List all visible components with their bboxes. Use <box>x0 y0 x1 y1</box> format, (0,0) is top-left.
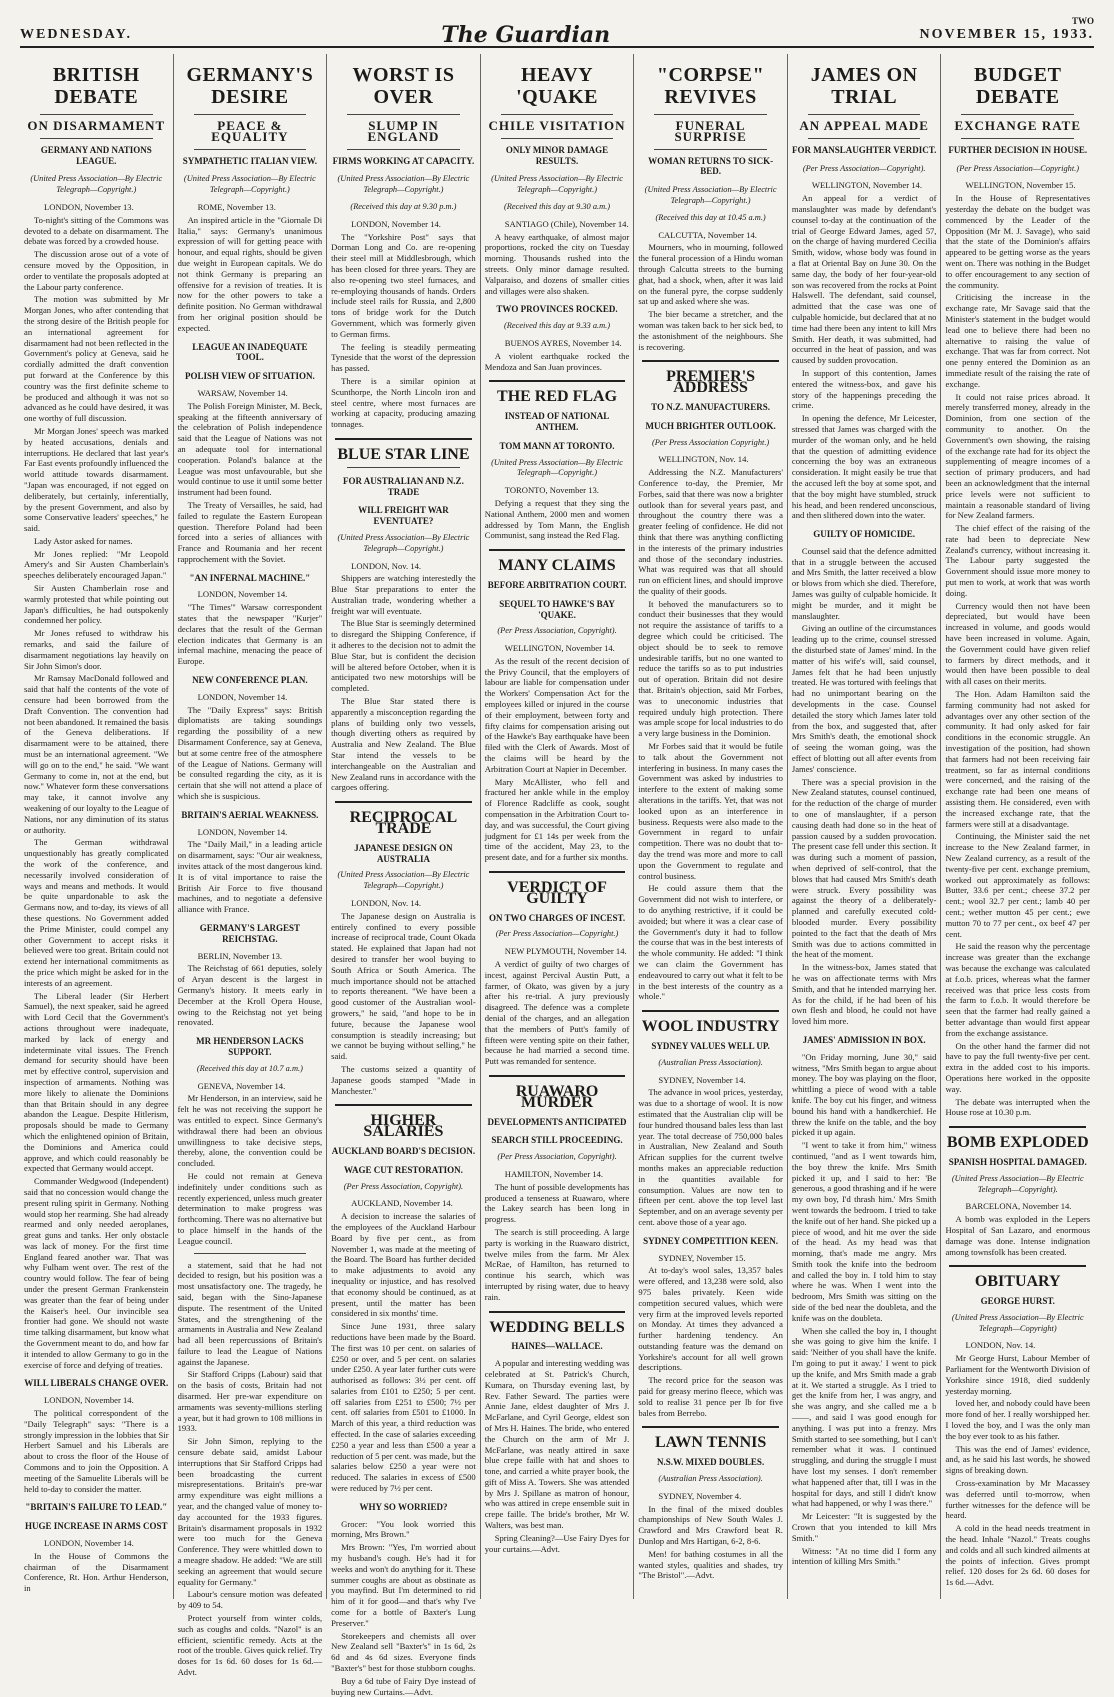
paragraph: The motion was submitted by Mr Morgan Jones, who after contending that the strong desire of the British people for an international agreement for disarmament had not been reflected in the Government's policy at Geneva, said he cordially admitted the draft convention put forward at the Conference by this country was the first definite scheme to be produced and although it was not so advanced as he could have desired, it was one worthy of full discussion. <box>24 294 169 424</box>
subheadline: EXCHANGE RATE <box>954 118 1082 133</box>
divider <box>642 360 779 362</box>
section-subhead: BRITAIN'S AERIAL WEAKNESS. <box>181 809 319 820</box>
dateline: LONDON, Nov. 14. <box>965 1340 1036 1351</box>
paragraph: A decision to increase the salaries of the employees of the Auckland Harbour Board by five per cent., as from November 1, was made at the meeting of the Board. The Board has further decided to make adjustments to avoid any inequality or injustice, and has resolved that economy should be continued, as at present, until the matter has been considered in six months' time. <box>331 1211 476 1319</box>
paragraph: Giving an outline of the circumstances leading up to the crime, counsel stressed the disturbed state of James' mind. In the matter of his wife's will, said counsel, James felt that he had been unjustly treated. He was tortured with feelings that had no unimportant bearing on the developments in the case. Counsel detailed the story which James later told from the box, and suggested that, after Mrs Smith's death, the emotional shock of seeing the woman going, was the effect of blotting out all after events from James' conscience. <box>791 623 937 774</box>
credit-line: (Per Press Association—Copyright). <box>802 163 926 173</box>
paragraph: Criticising the increase in the exchange rate, Mr Savage said that the Minister's statement in the budget would lead one to believe there had been no alternative to raising the value of exchange. That was far from correct. Not one penny entered the Dominion as an immediate result of the raising the rate of exchange. <box>945 292 1091 389</box>
body-text <box>331 911 476 1097</box>
deck: ONLY MINOR DAMAGE RESULTS. <box>505 144 609 166</box>
advertisement: Buy a 6d tube of Fairy Dye instead of buying new Curtains.—Advt. <box>331 1675 476 1697</box>
headline: JAMES ON TRIAL <box>810 64 918 108</box>
dateline: LONDON, November 13. <box>44 201 134 212</box>
section-subhead: SEARCH STILL PROCEEDING. <box>491 1135 623 1146</box>
credit-line: (Received this day at 9.30 a.m.) <box>503 201 611 211</box>
divider <box>489 1075 626 1077</box>
credit-line: (Australian Press Association). <box>658 1057 763 1067</box>
paragraph: a statement, said that he had not decided to resign, but his position was a most unsatisfactory one. The tragedy, he said, began with the Sino-Japanese dispute. The resentment of the United States, and the strengthening of the armaments in Australia and New Zealand had all been repercussions of Britain's failure to lead the League of Nations against the Japanese. <box>177 1259 323 1367</box>
paragraph: Mr Ramsay MacDonald followed and said that half the contents of the vote of censure had been borrowed from the Draft Convention. The convention had not been abandoned. It remained the basis of the Geneva deliberations. If disarmament were to be attained, there must be an international agreement. "We will go on to the end," he said. "We want Germany to come in, not at the end, but now." Whatever form these conversations may take, it cannot involve any weakening of our loyalty to the League of Nations, nor any diminution of its status or authority. <box>24 673 169 835</box>
paragraph: The bier became a stretcher, and the woman was taken back to her sick bed, to the astonishment of the neighbours. She is recovering. <box>638 309 783 352</box>
section-subhead: TWO PROVINCES ROCKED. <box>496 304 618 315</box>
paragraph: To-night's sitting of the Commons was devoted to a debate on disarmament. The debate was forced by a crowded house. <box>24 214 169 247</box>
section-subhead: BEFORE ARBITRATION COURT. <box>487 579 627 590</box>
section-subhead: SEQUEL TO HAWKE'S BAY 'QUAKE. <box>499 598 615 620</box>
dateline: LONDON, November 14. <box>44 1538 134 1549</box>
body-text <box>485 351 630 373</box>
article-columns <box>20 54 1094 1697</box>
section-subhead: WILL LIBERALS CHANGE OVER. <box>24 1378 169 1389</box>
body-text <box>178 602 323 667</box>
paragraph: The Blue Star is seemingly determined to disregard the Shipping Conference, if it adheres to the decision not to admit the Blue Star, but is confident the decision will be altered before October, when it is anticipated two new motorships will be completed. <box>331 618 476 694</box>
body-text <box>485 959 630 1067</box>
credit-line: (Received this day at 9.33 a.m.) <box>503 321 611 331</box>
section-subhead: SPANISH HOSPITAL DAMAGED. <box>948 1156 1087 1167</box>
body-text <box>178 839 323 915</box>
paragraph: It could not raise prices abroad. It merely transferred money, already in the Dominion, from one section of the community to another. On the Government's own showing, the raising of the exchange rate had for its object the supplementing of meagre incomes of a section of primary producers, and had been an acknowledgment that the internal price levels were not sufficient to maintain a reasonable standard of living for New Zealand farmers. <box>945 391 1091 521</box>
dateline: SANTIAGO (Chile), November 14. <box>504 218 629 229</box>
body-text <box>792 193 937 521</box>
credit-line: (Received this day at 10.45 a.m.) <box>655 212 766 222</box>
dateline: LONDON, Nov. 14. <box>351 560 422 571</box>
subheadline: CHILE VISITATION <box>488 118 626 133</box>
subheadline: ON DISARMAMENT <box>27 118 166 133</box>
dateline: LONDON, November 14. <box>197 691 288 702</box>
paragraph: The German withdrawal unquestionably has greatly complicated the work of the conference, and necessarily involved consideration of ways and means and methods. It would be quite unpardonable to ask the Germans now, and to-day, its views of all these questions. No Government added the Prime Minister, could compel any other Government to accept risks it believed were too great. Britain could not extend her international commitments as the price which might be asked for in the interests of an agreement. <box>24 837 169 988</box>
body-text <box>792 546 937 1027</box>
headline: BLUE STAR LINE <box>337 445 470 463</box>
body-text <box>485 232 630 297</box>
credit-line: (United Press Association—By Electric Telegraph—Copyright.) <box>337 532 470 553</box>
subheadline: FUNERAL SURPRISE <box>674 118 747 144</box>
deck: FIRMS WORKING AT CAPACITY. <box>332 155 475 166</box>
divider <box>961 114 1074 115</box>
credit-line: (Received this day at 10.7 a.m.) <box>196 1063 303 1073</box>
paragraph: Sir John Simon, replying to the censure debate said, amidst Labour interruptions that Sir Stafford Cripps had been broadcasting the current misrepresentations. Britain's pre-war army expenditure was eight millions a year, and the changed value of money to-day accounted for the 1933 figures. Britain's disarmament proposals in 1932 were too much for the Geneva Conference. They were whittled down to a meagre shadow. He added: "We are still seeking an agreement that would secure equality for Germany." <box>177 1436 323 1587</box>
paragraph: Cross-examination by Mr Macassey was deferred until to-morrow, when further witnesses for the defence will be heard. <box>945 1478 1091 1521</box>
paragraph: On the other hand the farmer did not have to pay the full twenty-five per cent. extra in the added cost to his imports. Operations here worked in the opposite way. <box>945 1040 1091 1094</box>
paragraph: The Polish Foreign Minister, M. Beck, speaking at the fifteenth anniversary of the celebration of Polish independence said that the League of Nations was not an adequate tool for international cooperation. Poland's balance at the League was most unfavourable, but she would continue to use it until some better instrument had been found. <box>177 400 323 498</box>
dateline: SYDNEY, November 14. <box>658 1074 746 1085</box>
credit-line: (United Press Association—By Electric Telegraph—Copyright) <box>951 1312 1084 1333</box>
dateline: SYDNEY, November 4. <box>658 1490 742 1501</box>
divider <box>808 114 921 115</box>
dateline: CALCUTTA, November 14. <box>658 229 757 240</box>
paragraph: A verdict of guilty of two charges of incest, against Percival Austin Putt, a farmer, of Okato, was given by a jury after his re-trial. A jury previously disagreed. The defence was a complete denial of the charges, and an allegation that the members of Putt's family of fifteen were venting spite on their father, because he had married a second time. Putt was remanded for sentence. <box>484 959 630 1067</box>
section-subhead: N.S.W. MIXED DOUBLES. <box>657 1457 765 1468</box>
headline: WOOL INDUSTRY <box>641 1018 780 1036</box>
body-text <box>178 1260 323 1612</box>
headline: PREMIER'S ADDRESS <box>666 368 756 397</box>
deck: SYMPATHETIC ITALIAN VIEW. <box>182 155 317 166</box>
masthead-date: NOVEMBER 15, 1933. <box>919 27 1094 42</box>
body-text <box>331 573 476 793</box>
paragraph: The Blue Star stated there is apparently a misconception regarding the plans of building only two vessels, though diverting others as required by Australia and New Zealand. The Blue Star intend the vessels to be interchangeable on the Australian and New Zealand runs in accordance with the cargoes offering. <box>331 696 476 793</box>
headline: WEDDING BELLS <box>489 1318 625 1336</box>
paragraph: Addressing the N.Z. Manufacturers' Conference to-day, the Premier, Mr Forbes, said that there was now a brighter outlook than for several years past, and throughout the country there was a greater feeling of confidence. He did not think that there was anything conflicting in the interests of the primary industries and those of the secondary industries. What was required was that all should run on efficient lines, and should improve the quality of their goods. <box>638 467 783 596</box>
paragraph: Counsel said that the defence admitted that in a struggle between the accused and Mrs Smith, the latter received a blow or blows from which she died. Therefore, James was guilty of culpable homicide. It might be murder, and it might be manslaughter. <box>791 545 937 621</box>
credit-line: (United Press Association—By Electric Telegraph—Copyright.) <box>491 174 623 195</box>
body-text <box>331 232 476 430</box>
section-subhead: POLISH VIEW OF SITUATION. <box>185 371 315 382</box>
section-subhead: WHY SO WORRIED? <box>359 1501 448 1512</box>
advertisement: Men! for bathing costumes in all the wanted styles, qualities and shades, try "The Bristol".—Advt. <box>638 1548 783 1581</box>
paragraph: Lady Astor asked for names. <box>34 535 133 546</box>
paragraph: In opening the defence, Mr Leicester, stressed that James was charged with the murder of the woman only, and he held that the question of admitting evidence concerning the boy was an extraneous consideration. It might easily be true that the accused left the boy at some spot, and that the boy might have stumbled, struck his head, and been rendered unconscious, and then slithered down into the water. <box>791 413 937 521</box>
subheadline: SLUMP IN ENGLAND <box>367 118 440 144</box>
section-subhead: HAINES—WALLACE. <box>511 1341 603 1352</box>
divider <box>194 149 307 150</box>
paragraph: The debate was interrupted when the House rose at 10.30 p.m. <box>945 1096 1091 1118</box>
headline: WORST IS OVER <box>352 64 455 108</box>
divider <box>194 1253 307 1254</box>
paragraph: He could assure them that the Government did not wish to interfere, or to do anything restrictive, if it could be avoided; but where it was a clear case of the Government's duty it had to follow the course that was in the best interests of the whole community. He added: "I think we can claim the Government has endeavoured to carry out what it felt to be in the best interests of the country as a whole." <box>638 883 783 1002</box>
divider <box>347 467 460 468</box>
credit-line: (United Press Association—By Electric Telegraph—Copyright.) <box>337 870 470 891</box>
masthead-day: WEDNESDAY. <box>20 27 132 42</box>
paragraph: Since June 1931, three salary reductions have been made by the Board. The first was 10 per cent. on salaries of £250 or over, and 5 per cent. on salaries under £250. A year later further cuts were authorised as follows: 3½ per cent. off salaries from £101 to £250; 5 per cent. off salaries from £251 to £500; 7½ per cent. off salaries from £501 to £1000. In March of this year, a third reduction was effected. In the case of salaries exceeding £250 a year and less than £500 a year a reduction of 5 per cent. was made, but the salaries below £250 a year were not reduced. The salaries in excess of £500 were reduced by 7½ per cent. <box>331 1321 476 1494</box>
dateline: AUCKLAND, November 14. <box>351 1198 453 1209</box>
paragraph: Currency would then not have been depreciated, but would have been increased in volume, and goods would have been increased in volume. Again, the Government could have given relief to farmers by direct methods, and it would then have been possible to deal with all cases on their merits. <box>945 600 1091 687</box>
paragraph: The "Yorkshire Post" says that Dorman Long and Co. are re-opening their steel mill at Middlesbrough, which has been closed for three years. They are also re-opening two steel furnaces, and re-employing thousands of hands. Orders include steel rails for Russia, and 2,800 tons of bridge work for the Dutch Government, which was formerly given to German firms. <box>331 231 476 339</box>
deck: FOR MANSLAUGHTER VERDICT. <box>791 144 937 155</box>
divider <box>335 801 472 803</box>
subheadline: AN APPEAL MADE <box>799 118 929 133</box>
section-subhead: MUCH BRIGHTER OUTLOOK. <box>645 420 776 431</box>
divider <box>808 138 921 139</box>
section-subhead: NEW CONFERENCE PLAN. <box>192 675 308 686</box>
divider <box>335 1104 472 1106</box>
section-subhead: LEAGUE AN INADEQUATE TOOL. <box>192 341 308 363</box>
headline: BUDGET DEBATE <box>974 64 1062 108</box>
paragraph: A popular and interesting wedding was celebrated at St. Patrick's Church, Kumara, on Thursday evening last, by Rev. Father Seward. The parties were Annie Jane, eldest daughter of Mrs J. McFarlane, and Cyril George, eldest son of Mrs H. Haines. The bride, who entered the Church on the arm of Mr J. McFarlane, was neatly attired in saxe blue crepe faille with hat and shoes to tone, and carried a white prayer book, the gift of Miss A. Towers. She was attended by Mrs J. Spillane as matron of honour, who was attired in crepe ensemble suit in crepe faille. The bride's brother, Mr W. Walters, was best man. <box>484 1358 630 1531</box>
dateline: GENEVA, November 14. <box>197 1080 286 1091</box>
credit-line: (United Press Association—By Electric Telegraph—Copyright.) <box>183 174 316 195</box>
paragraph: Labour's censure motion was defeated by 409 to 54. <box>177 1589 323 1611</box>
paragraph: loved her, and nobody could have been more fond of her. I really worshipped her. I loved the boy, and I was the only man the boy ever took to as his father. <box>945 1398 1091 1441</box>
paragraph: In the witness-box, James stated that he was on affectionate terms with Mrs Smith, and that he intended marrying her. As for the child, if he had been of his own flesh and blood, he could not have loved him more. <box>791 962 937 1027</box>
paragraph: Shippers are watching interestedly the Blue Star preparations to enter the Australian trade, wondering whether a freight war will eventuate. <box>331 573 476 616</box>
body-text <box>638 1504 783 1547</box>
paragraph: This was the end of James' evidence, and, as he said his last words, he showed signs of breaking down. <box>945 1443 1091 1476</box>
body-text <box>638 1087 783 1227</box>
section-subhead: JAPANESE DESIGN ON AUSTRALIA <box>354 842 453 864</box>
body-text <box>638 467 783 1002</box>
body-text <box>24 1551 169 1594</box>
paragraph: Mr Leicester: "It is suggested by the Crown that you intended to kill Mrs Smith." <box>791 1511 937 1543</box>
body-text <box>485 498 630 541</box>
paragraph: When she called the boy in, I thought she was going to give him the knife. I said: 'Neither of you shall have the knife. I'm going to put it away.' I went to pick up the knife, and Mrs Smith made a grab at it. We started a struggle. As I tried to get the knife from her, I was angry, and she was angry, and she called me a b——, and said I was good enough for anything. I was put into a frenzy. Mrs Smith started to see something, but I can't remember what it was. I continued struggling, and during the struggle I must have lost my senses. I don't remember what happened after that, till I was in the hospital for days, and still I didn't know what had happened, or why I was there." <box>791 1325 937 1509</box>
body-text <box>178 963 323 1028</box>
column-heavy-quake <box>481 54 635 1599</box>
paragraph: There is a similar opinion at Scunthorpe, the North Lincoln iron and steel centre, where most furnaces are working at capacity, producing amazing tonnages. <box>331 375 476 430</box>
section-subhead: "AN INFERNAL MACHINE." <box>189 572 311 583</box>
divider <box>642 1010 779 1012</box>
advertisement: Spring Cleaning?—Use Fairy Dyes for your curtains.—Advt. <box>484 1532 630 1554</box>
paragraph: Continuing, the Minister said the net increase to the New Zealand farmer, in New Zealand currency, as a result of the twenty-five per cent. exchange premium, worked out approximately as follows: Butter, 33.6 per cent.; cheese 37.2 per cent.; wool 32.7 per cent.; lamb 40 per cent.; wether mutton 45 per cent.; ewe mutton 70 to 77 per cent., ox beef 47 per cent. <box>945 831 1091 939</box>
paragraph: Grocer: "You look worried this morning, Mrs Brown." <box>331 1518 476 1540</box>
divider <box>489 549 626 551</box>
section-subhead: SYDNEY COMPETITION KEEN. <box>643 1235 779 1246</box>
paragraph: Mr George Hurst, Labour Member of Parliament for the Wentworth Division of Yorkshire since 1918, died suddenly yesterday morning. <box>945 1353 1091 1396</box>
headline: RECIPROCAL TRADE <box>349 809 458 838</box>
body-text <box>485 1182 630 1303</box>
credit-line: (Per Press Association—Copyright.) <box>956 163 1080 173</box>
section-subhead: INSTEAD OF NATIONAL ANTHEM. <box>504 411 610 432</box>
paragraph: The customs seized a quantity of Japanese goods stamped "Made in Manchester." <box>331 1063 476 1096</box>
section-subhead: MR HENDERSON LACKS SUPPORT. <box>196 1036 304 1057</box>
paragraph: A violent earthquake rocked the Mendoza and San Juan provinces. <box>484 350 630 372</box>
column-budget-debate <box>941 54 1094 1599</box>
section-subhead: ON TWO CHARGES OF INCEST. <box>488 912 626 923</box>
dateline: LONDON, November 14. <box>351 218 441 229</box>
paragraph: The Reichstag of 661 deputies, solely of Aryan descent is the largest in Germany's history. It meets early in December at the Kroll Opera House, owing to the Reichstag not yet being renovated. <box>177 963 323 1028</box>
dateline: LONDON, Nov. 14. <box>351 898 422 909</box>
headline: VERDICT OF GUILTY <box>507 879 607 907</box>
paragraph: In the House of Commons the chairman of the Disarmament Conference, Rt. Hon. Arthur Henderson, in <box>24 1550 169 1594</box>
divider <box>194 114 307 115</box>
paragraph: As the result of the recent decision of the Privy Council, that the employers of labour are liable for compensation under the Workers' Compensation Act for the employees killed or injured in the course of their employment, between forty and fifty claims for compensation arising out of the Hawke's Bay earthquake have been filed with the Clerk of Awards. Most of the claims will be heard by the Arbitration Court at Napier in December. <box>484 655 630 774</box>
paragraph: Storekeepers and chemists all over New Zealand sell "Baxter's" in 1s 6d, 2s 6d and 4s 6d sizes. Everyone finds "Baxter's" best for those stubborn coughs. <box>331 1630 476 1674</box>
body-text <box>485 656 630 863</box>
paragraph: The search is still proceeding. A large party is working in the Ruawaro district, twelve miles from the farm. Mr Alex McRae, of Hamilton, has returned to continue his search, which was interrupted by rising water, due to heavy rain. <box>484 1226 630 1302</box>
paragraph: The Japanese design on Australia is entirely confined to every possible increase of reciprocal trade, Count Okada stated. He explained that Japan had not desired to transfer her wool buying to South Africa or South America. The much importance should not be attached to reports thereanent. "We have been a good customer of the Australian wool-growers," he said, "and hope to be in future, because the Japanese wool consumption is steadily increasing; but we cannot be buying without selling," he said. <box>331 910 476 1062</box>
headline: THE RED FLAG <box>497 388 618 406</box>
section-subhead: SYDNEY VALUES WELL UP. <box>651 1040 770 1051</box>
dateline: LONDON, November 14. <box>197 589 288 600</box>
paragraph: The hunt of possible developments has produced a tenseness at Ruawaro, where the Lakey search has been long in progress. <box>484 1181 630 1225</box>
dateline: TORONTO, November 13. <box>504 485 599 496</box>
headline: HEAVY 'QUAKE <box>516 64 598 108</box>
dateline: NEW PLYMOUTH, November 14. <box>504 946 627 957</box>
paragraph: "On Friday morning, June 30," said witness, "Mrs Smith began to argue about money. The boy was playing on the floor, whittling a piece of wood with a table knife. The boy cut his finger, and witness bound his hand with a handkerchief. He threw the knife on the table, and the boy picked it up again. <box>791 1051 937 1138</box>
section-subhead: TO N.Z. MANUFACTURERS. <box>651 401 771 412</box>
headline: BOMB EXPLODED <box>946 1134 1089 1152</box>
column-james-on-trial <box>788 54 942 1599</box>
masthead-page-number: TWO <box>1071 16 1094 26</box>
dateline: WELLINGTON, November 14. <box>504 643 615 654</box>
dateline: WELLINGTON, Nov. 14. <box>658 454 749 465</box>
dateline: BERLIN, November 13. <box>197 950 283 961</box>
dateline: HAMILTON, November 14. <box>504 1168 604 1179</box>
credit-line: (United Press Association—By Electric Telegraph—Copyright.) <box>644 185 777 205</box>
headline: GERMANY'S DESIRE <box>186 64 314 108</box>
column-corpse-revives <box>634 54 788 1599</box>
paragraph: In support of this contention, James entered the witness-box, and gave his story of the happenings preceding the crime. <box>791 367 937 411</box>
paragraph: The feeling is steadily permeating Tyneside that the worst of the depression has passed. <box>331 341 476 374</box>
body-text <box>638 1265 783 1418</box>
divider <box>335 438 472 440</box>
dateline: LONDON, November 14. <box>44 1395 134 1406</box>
dateline: ROME, November 13. <box>197 201 276 212</box>
credit-line: (Per Press Association—Copyright.) <box>495 929 619 939</box>
divider <box>654 149 767 150</box>
paragraph: The "Daily Mail," in a leading article on disarmament, says: "Our air weakness, invites attack of the most dangerous kind. It is of vital importance to raise the British Air Force to five thousand machines, and to negotiate a defensive alliance with France. <box>177 839 323 915</box>
headline: "CORPSE" REVIVES <box>656 64 765 108</box>
body-text <box>331 1211 476 1494</box>
column-worst-is-over <box>327 54 481 1697</box>
paragraph: He said the reason why the percentage increase was greater than the exchange was because the exchange was calculated at f.o.b. prices, whereas what the farmer received was that price less costs from the farm to f.o.b. It would therefore be seen that the farmer had really gained a better advantage than would first appear from the exchange assistance. <box>945 941 1091 1038</box>
paragraph: "I went to take it from him," witness continued, "and as I went towards him, the boy threw the knife. Mrs Smith picked it up, and I said to her: 'Be generous, a good thrashing and if he were my own boy, I'd thrash him.' Mrs Smith went towards the bedroom. I tried to take the knife out of her hand. She picked up a piece of wood, and hit me over the side of the head. As my head was that morning, that's made me angry. Mrs Smith took the knife into the bedroom and called the boy in. I told him to stay where he was. When I went into the bedroom, Mrs Smith was sitting on the side of the bed near the doubleta, and the knife was on the doubleta. <box>791 1140 937 1323</box>
divider <box>347 114 460 115</box>
credit-line: (United Press Association—By Electric Telegraph—Copyright.) <box>491 457 623 478</box>
paragraph: It behoved the manufacturers so to conduct their businesses that they would not require the assistance of tariffs to a degree which could be criticised. The object should be to seek to remove undesirable tariffs, but no one wanted to reduce the tariffs so as to put industries out of operation. Britain did not desire that. Britain's objection, said Mr Forbes, was to uneconomic industries that required unduly high protection. There was ample scope for local industries to do a very large business in the Dominion. <box>638 598 783 739</box>
body-text <box>331 1519 476 1674</box>
divider <box>501 138 614 139</box>
dateline: WELLINGTON, November 14. <box>811 180 922 191</box>
body-text <box>24 1408 169 1494</box>
body-text <box>178 401 323 565</box>
headline: HIGHER SALARIES <box>363 1112 444 1141</box>
paragraph: Witness: "At no time did I form any intention of killing Mrs Smith." <box>791 1545 937 1567</box>
divider <box>347 149 460 150</box>
deck: FURTHER DECISION IN HOUSE. <box>948 144 1088 155</box>
section-subhead: WAGE CUT RESTORATION. <box>344 1164 463 1175</box>
paragraph: A bomb was exploded in the Lepers Hospital of San Lazaro, and enormous damage was done. Intense indignation among townsfolk has been created. <box>945 1214 1091 1257</box>
divider <box>961 138 1074 139</box>
paragraph: Mr Jones replied: "Mr Leopold Amery's and Sir Austen Chamberlain's speeches deliberately encouraged Japan." <box>24 548 169 581</box>
paragraph: In the House of Representatives yesterday the debate on the budget was commenced by the Leader of the Opposition (Mr M. J. Savage), who said that the state of the Dominion's affairs appeared to be getting worse as the years went on. There was nothing in the Budget to offer encouragement to any section of the community. <box>945 193 1091 290</box>
paragraph: The record price for the season was paid for greasy merino fleece, which was sold to realise 31 pence per lb for five bales from Berrebo. <box>638 1375 783 1418</box>
dateline: WARSAW, November 14. <box>197 387 288 398</box>
divider <box>949 1265 1086 1267</box>
divider <box>654 114 767 115</box>
paragraph: At to-day's wool sales, 13,357 bales were offered, and 13,238 were sold, also 975 bales privately. Keen wide competition secured values, which were very firm at the improved levels reported on Monday. At times they advanced a further hardening tendency. An outstanding feature was the demand on Yorkshire's account for all well grown descriptions. <box>638 1265 783 1373</box>
paragraph: He could not remain at Geneva indefinitely under conditions such as recently experienced, unless much greater determination to make progress was forthcoming. There was no alternative but to place himself in the hands of the League council. <box>177 1170 323 1246</box>
divider <box>40 138 153 139</box>
headline: RUAWARO MURDER <box>515 1082 599 1111</box>
paragraph: The Hon. Adam Hamilton said the farming community had not asked for advantages over any other section of the community. It had only asked for fair conditions in the economic struggle. An investigation of the position, had shown that farmers had not been receiving fair treatment, so far as internal conditions were concerned, and the raising of the exchange rate had been one means of assisting them. He considered, even with the increased exchange rate, that the farmers were still at a disadvantage. <box>945 689 1091 829</box>
credit-line: (Australian Press Association). <box>658 1474 763 1484</box>
masthead-title: The Guardian <box>441 22 611 48</box>
column-british-debate <box>20 54 174 1599</box>
headline: LAWN TENNIS <box>654 1434 767 1452</box>
body-text <box>945 193 1090 1118</box>
credit-line: (Per Press Association, Copyright). <box>497 1152 617 1162</box>
deck: WOMAN RETURNS TO SICK-BED. <box>648 155 774 177</box>
divider <box>949 1126 1086 1128</box>
body-text <box>638 242 783 352</box>
credit-line: (Per Press Association, Copyright). <box>343 1181 464 1191</box>
section-subhead: AUCKLAND BOARD'S DECISION. <box>331 1145 476 1156</box>
paragraph: An appeal for a verdict of manslaughter was made by defendant's counsel to-day at the continuation of the trial of George Edward James, aged 57, on the charge of having murdered Cecilia Smith, widow, whose body was found in a flat at Oriental Bay on June 30. On the same day, the body of her four-year-old son was recovered from the rocks at Point Halswell. The defendant, said counsel, admitted that the case was one of culpable homicide, but declared that at no time had there been any intent to kill Mrs Smith. Her death, it was submitted, had occurred in the heat of passion, and was caused by sudden provocation. <box>791 193 937 366</box>
divider <box>40 114 153 115</box>
section-subhead: GERMANY'S LARGEST REICHSTAG. <box>199 923 300 944</box>
section-subhead: TOM MANN AT TORONTO. <box>499 440 615 451</box>
paragraph: Defying a request that they sing the National Anthem, 2000 men and women addressed by Tom Mann, the English Communist, sang instead the Red Flag. <box>484 497 630 541</box>
body-text <box>178 215 323 334</box>
subheadline: PEACE & EQUALITY <box>211 118 289 144</box>
paragraph: In the final of the mixed doubles championships of New South Wales J. Crawford and Mrs Crawford beat R. Dunlop and Mrs Hartigan, 6-2, 8-6. <box>638 1503 783 1547</box>
dateline: LONDON, November 14. <box>197 826 288 837</box>
credit-line: (United Press Association—By Electric Telegraph—Copyright). <box>951 1173 1084 1194</box>
divider <box>642 1426 779 1428</box>
paragraph: Mr Forbes said that it would be futile to talk about the Government not interfering in business. In many cases the Government was asked by industries to interfere to the extent of making some alterations in the tariffs. Yet, that was not looked upon as an interference in business. Requests were also made to the Government in regard to unfair competition. There was no doubt that to-day the trend was more and more to call upon the Government to regulate and control business. <box>638 741 783 881</box>
credit-line: (Per Press Association Copyright.) <box>651 437 770 447</box>
paragraph: The Treaty of Versailles, he said, had failed to regulate the Eastern European question. Therefore Poland had been forced into a series of alliances with France and Roumania and her recent rapprochement with the Soviet. <box>177 499 323 564</box>
paragraph: A heavy earthquake, of almost major proportions, rocked the city on Tuesday morning. Thousands rushed into the streets. Only minor damage resulted. Valparaiso, and dozens of smaller cities and villages were also shaken. <box>484 231 630 296</box>
paragraph: Mr Henderson, in an interview, said he felt he was not receiving the support he was entitled to expect. Since Germany's withdrawal there had been an obvious unwillingness to take decisive steps, thereby, alone, the convention could be concluded. <box>177 1093 323 1169</box>
section-subhead: "BRITAIN'S FAILURE TO LEAD." <box>25 1502 168 1513</box>
credit-line: (United Press Association—By Electric Telegraph—Copyright.) <box>30 174 163 195</box>
headline: OBITUARY <box>974 1273 1061 1291</box>
section-subhead: HUGE INCREASE IN ARMS COST <box>25 1521 168 1532</box>
paragraph: The political correspondent of the "Daily Telegraph" says: "There is a strongly impression in the lobbies that Sir Herbert Samuel and his Liberals are about to cross the floor of the House of Commons and to join the Opposition. A meeting of the Samuelite Liberals will be held to-day to consider the matter. <box>24 1408 169 1494</box>
dateline: WELLINGTON, November 15. <box>965 180 1076 191</box>
paragraph: Sir Stafford Cripps (Labour) said that on the basis of costs, Britain had not disarmed. Her pre-war expenditure on armaments was seventy-millions sterling a year, but it had grown to 108 millions in 1933. <box>177 1369 323 1434</box>
credit-line: (Per Press Association, Copyright). <box>497 626 617 636</box>
body-text <box>178 705 323 802</box>
section-subhead: FOR AUSTRALIAN AND N.Z. TRADE <box>343 475 464 497</box>
paragraph: The "Daily Express" says: British diplomatists are taking soundings regarding the possibility of a new Disarmament Conference, say at Geneva, but at some centre free of the atmosphere of the League of Nations. Germany will be consulted regarding the city, as it is certain that she will not attend a place of which she is suspicious. <box>177 704 323 802</box>
paragraph: Sir Austen Chamberlain rose and warmly protested that while pointing out Japan's difficulties, he had outspokenly condemned her policy. <box>24 583 169 626</box>
credit-line: (United Press Association—By Electric Telegraph—Copyright.) <box>337 174 470 195</box>
section-subhead: WILL FREIGHT WAR EVENTUATE? <box>358 505 449 527</box>
deck: GERMANY AND NATIONS LEAGUE. <box>40 144 152 166</box>
paragraph: The Liberal leader (Sir Herbert Samuel), the next speaker, said he agreed with Lord Cecil that the Government's actions throughout were inadequate, marked by lack of energy and indeterminate vital issues. The French demand for security should have been met by effective control, supervision and inspection of armaments. Nothing was more likely to alienate the Dominions than that Britain should in any degree abandon the League. Despite Hitlerism, proposals should be made to Germany which the enlightened opinion of Britain, the Dominions and America could approve, and which could reasonably be expected that Germany would accept. <box>24 990 169 1174</box>
paragraph: "The Times'" Warsaw correspondent states that the newspaper "Kurjer" declares that the result of the German election indicates that Germany is an infernal machine, menacing the peace of Europe. <box>177 602 323 667</box>
column-germanys-desire <box>174 54 328 1677</box>
paragraph: The advance in wool prices, yesterday, was due to a shortage of wool. It is now estimated that the Australian clip will be four hundred thousand bales less than last year. The total decrease of 750,000 bales in Australian, New Zealand and South African supplies for the current twelve months makes an appreciable reduction in the quantities available for consumption. Values are now ten to fifteen per cent. above the top level last September, and on an average seventy per cent. above those of a year ago. <box>638 1087 783 1227</box>
credit-line: (Received this day at 9.30 p.m.) <box>350 201 457 211</box>
paragraph: Mary McAllister, who fell and fractured her ankle while in the employ of Florence Radcliffe as cook, sought compensation in the Arbitration Court to-day, and was successful, the Court giving judgment for £1 14s per week from the time of the accident, May 23, to the present date, and for a further six months. <box>484 776 630 863</box>
divider <box>489 1311 626 1313</box>
paragraph: An inspired article in the "Giornale Di Italia," says: Germany's unanimous expression of will for getting peace with honour, and equal rights, should be given due weight in European capitals. We do not think Germany is preparing an offensive for a revision of treaties. It is now for the other powers to take a definite position. No German withdrawal from her original position should be expected. <box>177 214 323 333</box>
paragraph: Mourners, who in mourning, followed the funeral procession of a Hindu woman through Calcutta streets to the burning ghat, had a shock, when, after it was laid on the funeral pyre, the corpse suddenly sat up and asked where she was. <box>638 242 783 307</box>
paragraph: Mr Morgan Jones' speech was marked by heated accusations, denials and interruptions. He declared that last year's Far East events profoundly influenced the world attitude towards disarmament. "Japan was encouraged, if not egged on deliberately, but certainly, inferentially, by the present Government, and also by some Conservative leaders' speeches," he said. <box>24 425 169 534</box>
paragraph: Commander Wedgwood (Independent) said that no concession would change the present ruling spirit in Germany. Nothing would stop her rearming. She had already rearmed and only needed aeroplanes, great guns and tanks. Her only obstacle was lack of money. For the first time England feared another war. That was why Fulham went over. The rest of the country would follow. The fear of being under the present German Frankenstein was greater than the fear of being under the Kaiser's heel. Our invincible sea frontier had gone. We should not waste time talking disarmament, but know what the Government meant to do, and how far it intended to allow Germany to go in the exercise of force and defying of treaties. <box>24 1176 169 1370</box>
dateline: BUENOS AYRES, November 14. <box>504 337 622 348</box>
section-subhead: GUILTY OF HOMICIDE. <box>813 529 916 540</box>
body-text <box>792 1052 937 1567</box>
section-subhead: GEORGE HURST. <box>980 1296 1055 1307</box>
section-subhead: DEVELOPMENTS ANTICIPATED <box>487 1116 627 1127</box>
paragraph: Mrs Brown: "Yes, I'm worried about my husband's cough. He's had it for weeks and won't do anything for it. These summer coughs are about as obstinate as you mayfind. But I'm determined to rid him of it for good—and that's why I've come for a bottle of Baxter's Lung Preserver." <box>331 1542 476 1628</box>
paragraph: The discussion arose out of a vote of censure moved by the Opposition, in order to ventilate the proposals adopted at the Labour party conference. <box>24 249 169 292</box>
divider <box>489 380 626 382</box>
body-text <box>485 1358 630 1531</box>
headline: BRITISH DEBATE <box>52 64 140 108</box>
body-text <box>945 1353 1090 1521</box>
section-subhead: JAMES' ADMISSION IN BOX. <box>802 1034 926 1045</box>
paragraph: The chief effect of the raising of the rate had been to depreciate New Zealand's currency, without increasing it. The Labour party suggested the Government should issue more money to put men to work, at work that was worth doing. <box>945 523 1091 598</box>
divider <box>489 871 626 873</box>
body-text <box>24 215 169 1371</box>
headline: MANY CLAIMS <box>498 557 616 575</box>
divider <box>501 114 614 115</box>
paragraph: Mr Jones refused to withdraw his remarks, and said the failure of disarmament negotiations lay heavily on Sir John Simon's door. <box>24 628 169 671</box>
dateline: SYDNEY, November 15. <box>658 1252 746 1263</box>
masthead <box>20 16 1094 48</box>
advertisement: Protect yourself from winter colds, such as coughs and colds. "Nazol" is an efficient, scientific remedy. Acts at the root of the trouble. Gives quick relief. Try doses for 1s 6d. 60 doses for 1s 6d.—Advt. <box>177 1613 323 1677</box>
advertisement: A cold in the head needs treatment in the head. Inhale "Nazol." Treats coughs and colds and all such kindred ailments at the points of infection. Gives prompt relief. 120 doses for 2s 6d. 60 doses for 1s 6d.—Advt. <box>945 1523 1091 1588</box>
body-text <box>178 1093 323 1246</box>
dateline: BARCELONA, November 14. <box>965 1201 1072 1212</box>
paragraph: There was a special provision in the New Zealand statutes, counsel continued, for the reduction of the charge of murder to one of manslaughter, if a person causing death had done so in the heat of passion caused by a sudden provocation. The present case fell under this section. It was during such a moment of passion, when deprived of self-control, that the blows that had caused Mrs Smith's death were struck. Every possibility was against the theory of a deliberately-planned and carefully executed cold-blooded murder. Every possibility pointed to the fact that the death of Mrs Smith was due to actions committed in the heat of the moment. <box>791 776 937 960</box>
body-text <box>945 1214 1090 1257</box>
